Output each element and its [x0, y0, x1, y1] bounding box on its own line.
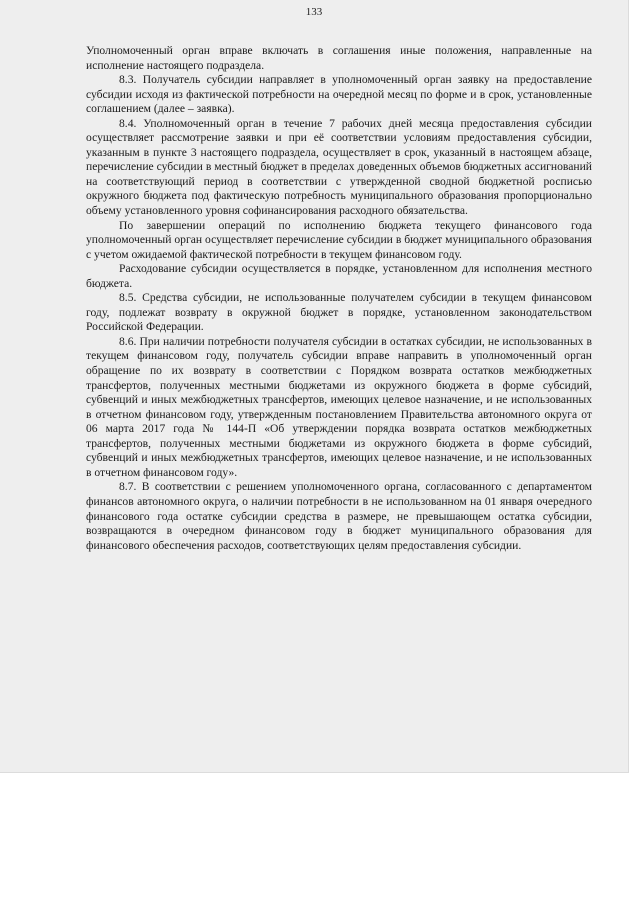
paragraph: 8.5. Средства субсидии, не использованные получателем субсидии в текущем финансовом году, подлежат возврату в окружной бюджет в порядке, установленном законодательством Российской Федерации. — [86, 291, 592, 334]
paragraph: По завершении операций по исполнению бюджета текущего финансового года уполномоченный орган осуществляет перечисление субсидии в бюджет муниципального образования с учетом ожидаемой фактической потребности в текущем финансовом году. — [86, 218, 592, 261]
paragraph: 8.6. При наличии потребности получателя субсидии в остатках субсидии, не использованных в текущем финансовом году, получатель субсидии вправе направить в уполномоченный орган обращение по их возврату в соответствии с Порядком возврата остатков межбюджетных трансфертов, полученных местными бюджетами из окружного бюджета в форме субсидий, субвенций и иных межбюджетных трансфертов, имеющих целевое назначение, и не использованных в отчетном финансовом году, утвержденным постановлением Правительства автономного округа от 06 марта 2017 года № 144-П «Об утверждении порядка возврата остатков межбюджетных трансфертов, полученных местными бюджетами из окружного бюджета в форме субсидий, субвенций и иных межбюджетных трансфертов, имеющих целевое назначение, и не использованных в отчетном финансовом году». — [86, 334, 592, 479]
document-body — [86, 44, 592, 553]
page-number: 133 — [305, 6, 323, 18]
paragraph: 8.3. Получатель субсидии направляет в уполномоченный орган заявку на предоставление субсидии исходя из фактической потребности на очередной месяц по форме и в срок, установленные соглашением (далее – заявка). — [86, 73, 592, 116]
paragraph: 8.7. В соответствии с решением уполномоченного органа, согласованного с департаментом финансов автономного округа, о наличии потребности в не использованном на 01 января очередного финансового года остатке субсидии средства в размере, не превышающем остатка субсидии, возвращаются в очередном финансовом году в бюджет муниципального образования для финансового обеспечения расходов, соответствующих целям предоставления субсидии. — [86, 480, 592, 552]
paragraph: Расходование субсидии осуществляется в порядке, установленном для исполнения местного бюджета. — [86, 262, 592, 290]
paragraph: Уполномоченный орган вправе включать в соглашения иные положения, направленные на исполнение настоящего подраздела. — [86, 44, 592, 72]
paragraph: 8.4. Уполномоченный орган в течение 7 рабочих дней месяца предоставления субсидии осуществляет рассмотрение заявки и при её соответствии условиям предоставления субсидии, указанным в пункте 3 настоящего подраздела, осуществляет в срок, указанный в настоящем абзаце, перечисление субсидии в местный бюджет в пределах доведенных объемов бюджетных ассигнований на соответствующий период в соответствии с утвержденной сводной бюджетной росписью окружного бюджета под фактическую потребность муниципального образования пропорционально объему установленного уровня софинансирования расходного обязательства. — [86, 116, 592, 218]
